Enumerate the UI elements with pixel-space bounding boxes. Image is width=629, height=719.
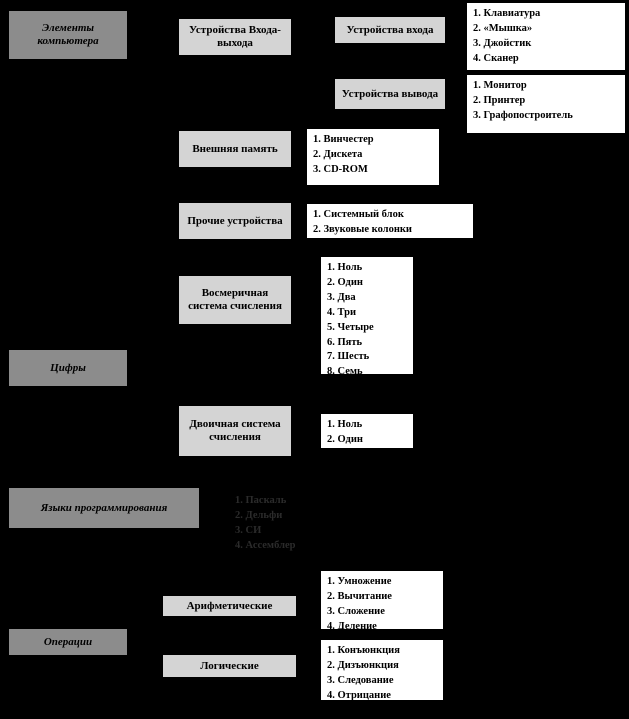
list-item: 8. Семь xyxy=(327,366,363,378)
list-item: 1. Системный блок xyxy=(313,209,404,220)
list-item: 2. Принтер xyxy=(473,94,526,106)
diagram-node-cifry[interactable]: Цифры xyxy=(8,349,128,387)
list-item: 1. Клавиатура xyxy=(473,8,541,19)
connector-line xyxy=(292,30,334,31)
connector-line xyxy=(292,431,320,432)
list-item: 6. Пять xyxy=(327,336,363,348)
diagram-list-prochie-list xyxy=(306,203,474,239)
diagram-node-prochie[interactable]: Прочие устройства xyxy=(178,202,292,240)
connector-line xyxy=(128,368,178,369)
diagram-node-arifm[interactable]: Арифметические xyxy=(162,595,297,617)
diagram-list-vosmerichnaya-list xyxy=(320,256,414,378)
list-item: 3. Следование xyxy=(327,674,394,686)
list-item: 1. Паскаль xyxy=(235,495,287,506)
connector-line xyxy=(297,666,320,667)
diagram-node-ustroystva_vyhoda[interactable]: Устройства вывода xyxy=(334,78,446,110)
list-item: 2. Вычитание xyxy=(327,590,392,602)
list-item: 3. СИ xyxy=(235,524,262,536)
diagram-list-dvoichnaya-list xyxy=(320,413,414,449)
connector-line xyxy=(446,94,466,95)
list-item: 4. Сканер xyxy=(473,52,519,64)
diagram-list-logich-list xyxy=(320,639,444,716)
diagram-list-pamyat-list xyxy=(306,128,440,186)
diagram-node-operacii[interactable]: Операции xyxy=(8,628,128,656)
diagram-node-ustroystva_vv[interactable]: Устройства Входа-выхода xyxy=(178,18,292,56)
list-item: 4. Отрицание xyxy=(327,689,391,701)
diagram-node-vneshnyaya_pamyat[interactable]: Внешняя память xyxy=(178,130,292,168)
connector-line xyxy=(292,300,320,301)
list-item: 2. Один xyxy=(327,433,363,445)
list-item: 3. Два xyxy=(327,291,356,303)
diagram-list-vyhod-list xyxy=(466,74,626,134)
list-item: 4. Три xyxy=(327,306,356,318)
list-item: 2. Дискета xyxy=(313,148,363,160)
list-item: 4. Деление xyxy=(327,620,377,632)
connector-line xyxy=(292,221,306,222)
connector-line xyxy=(292,94,334,95)
diagram-node-yazyki[interactable]: Языки программирования xyxy=(8,487,200,529)
diagram-list-vhod-list xyxy=(466,2,626,71)
connector-line xyxy=(128,642,162,643)
list-item: 2. Звуковые колонки xyxy=(313,223,412,235)
diagram-list-arifm-list xyxy=(320,570,444,630)
list-item: 7. Шесть xyxy=(327,351,370,363)
list-item: 5. Четыре xyxy=(327,321,374,333)
list-item: 5. Эквиваленция xyxy=(327,704,408,716)
connector-line xyxy=(297,606,320,607)
list-item: 4. Ассемблер xyxy=(235,539,296,551)
list-item: 2. Один xyxy=(327,276,363,288)
list-item: 1. Умножение xyxy=(327,576,392,587)
list-item: 3. CD-ROM xyxy=(313,163,368,175)
connector-line xyxy=(128,35,178,36)
list-item: 2. «Мышка» xyxy=(473,22,533,34)
list-item: 2. Дизъюнкция xyxy=(327,659,399,671)
list-item: 3. Джойстик xyxy=(473,37,532,49)
diagram-node-dvoichnaya[interactable]: Двоичная система счисления xyxy=(178,405,292,457)
list-item: 3. Сложение xyxy=(327,605,385,617)
connector-line xyxy=(200,508,228,509)
list-item: 2. Дельфи xyxy=(235,509,283,521)
connector-line xyxy=(292,149,306,150)
list-item: 1. Конъюнкция xyxy=(327,645,400,656)
diagram-list-yazyki-list xyxy=(228,489,324,551)
diagram-node-vosmerichnaya[interactable]: Восмеричная система счисления xyxy=(178,275,292,325)
connector-line xyxy=(446,30,466,31)
diagram-node-ustroystva_vhoda[interactable]: Устройства входа xyxy=(334,16,446,44)
list-item: 1. Винчестер xyxy=(313,134,374,145)
list-item: 1. Ноль xyxy=(327,262,363,273)
list-item: 1. Монитор xyxy=(473,80,527,91)
list-item: 3. Графопостроитель xyxy=(473,109,573,121)
diagram-node-elementy[interactable]: Элементы компьютера xyxy=(8,10,128,60)
diagram-node-logich[interactable]: Логические xyxy=(162,654,297,678)
list-item: 1. Ноль xyxy=(327,419,363,430)
